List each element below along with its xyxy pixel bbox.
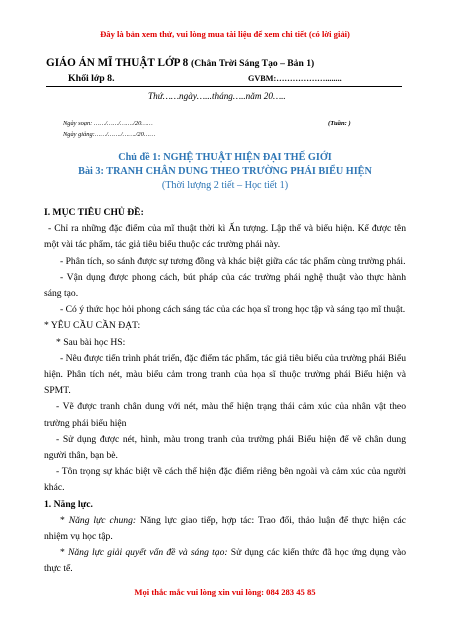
lesson-title: Bài 3: TRANH CHÂN DUNG THEO TRƯỜNG PHÁI BIỂU HIỆN (78, 166, 372, 177)
week-label: (Tuần: ) (328, 120, 351, 127)
objective-item: - Chỉ ra những đặc điểm của mĩ thuật thời kì Ấn tượng. Lập thể và biểu hiện. Kể được tên một vài tác phẩm, tác giả tiêu biểu thuộc các trường phái này. (44, 223, 406, 251)
competence-item: * Năng lực chung: Năng lực giao tiếp, hợp tác: Trao đổi, thảo luận để thực hiện các nhiệm vụ học tập. (44, 514, 406, 543)
prep-date: Ngày soạn: ……/……/……./20…… (63, 120, 153, 127)
lesson-duration: (Thời lượng 2 tiết – Học tiết 1) (161, 180, 289, 191)
title-subtitle: (Chân Trời Sáng Tạo – Bản 1) (191, 58, 315, 69)
header-divider (46, 86, 402, 87)
objective-item: - Vận dụng được phong cách, bút pháp của các trường phái nghệ thuật vào thực hành sáng tạo. (44, 271, 406, 300)
date-line: Thứ……ngày…...tháng…..năm 20….. (148, 91, 286, 101)
topic-heading: Chủ đề 1: NGHỆ THUẬT HIỆN ĐẠI THẾ GIỚI (118, 152, 332, 163)
grade-label: Khối lớp 8. (68, 73, 115, 84)
requirement-item: - Nêu được tiến trình phát triển, đặc điểm tác phẩm, tác giả tiêu biểu của trường phái Biểu hiện. Phân tích nét, màu biểu cảm trong tranh của họa sĩ thuộc trường phái Biểu hiện và SPMT. (44, 352, 406, 397)
competence-text: Năng lực giao tiếp, hợp tác: Trao đổi, thảo luận để thực hiện các nhiệm vụ học tập. (44, 514, 406, 543)
section-heading-objectives: I. MỤC TIÊU CHỦ ĐỀ: (44, 207, 144, 218)
teacher-field: GVBM:………………........ (248, 74, 342, 83)
preview-notice: Đây là bản xem thử, vui lòng mua tài liệu để xem chi tiết (có lời giải) (100, 29, 350, 39)
document-body (44, 205, 406, 578)
competence-label: Năng lực giải quyết vấn đề và sáng tạo: (67, 547, 228, 559)
after-lesson-label: * Sau bài học HS: (56, 336, 126, 348)
objective-item: - Có ý thức học hỏi phong cách sáng tác của các họa sĩ trong học tập và sáng tạo mĩ thuật. (60, 304, 406, 316)
objective-item: - Phân tích, so sánh được sự tương đồng và khác biệt giữa các tác phẩm cùng trường phái. (60, 255, 406, 267)
requirement-item: - Tôn trọng sự khác biệt về cách thể hiện đặc điểm riêng bên ngoài và cảm xúc của người khác. (44, 466, 406, 494)
teach-date: Ngày giảng:……/……./……./20…… (63, 131, 156, 138)
title-main: GIÁO ÁN MĨ THUẬT LỚP 8 (46, 57, 192, 69)
competence-label: Năng lực chung: (68, 514, 137, 526)
requirements-heading: * YÊU CẦU CẦN ĐẠT: (44, 320, 141, 332)
competence-item: * Năng lực giải quyết vấn đề và sáng tạo: Sử dụng các kiến thức đã học ứng dụng vào thực tế. (44, 547, 407, 575)
contact-notice: Mọi thắc mắc vui lòng xin vui lòng: 084 283 45 85 (134, 587, 316, 597)
document-title (46, 57, 314, 69)
requirement-item: - Vẽ được tranh chân dung với nét, màu thể hiện trạng thái cảm xúc của nhân vật theo trường phái biểu hiện (44, 401, 406, 429)
competence-heading: 1. Năng lực. (44, 498, 93, 510)
requirement-item: - Sử dụng được nét, hình, màu trong tranh của trường phái Biểu hiện để vẽ chân dung người thân, bạn bè. (44, 433, 406, 462)
competence-text: Sử dụng các kiến thức đã học ứng dụng vào thực tế. (44, 547, 407, 575)
